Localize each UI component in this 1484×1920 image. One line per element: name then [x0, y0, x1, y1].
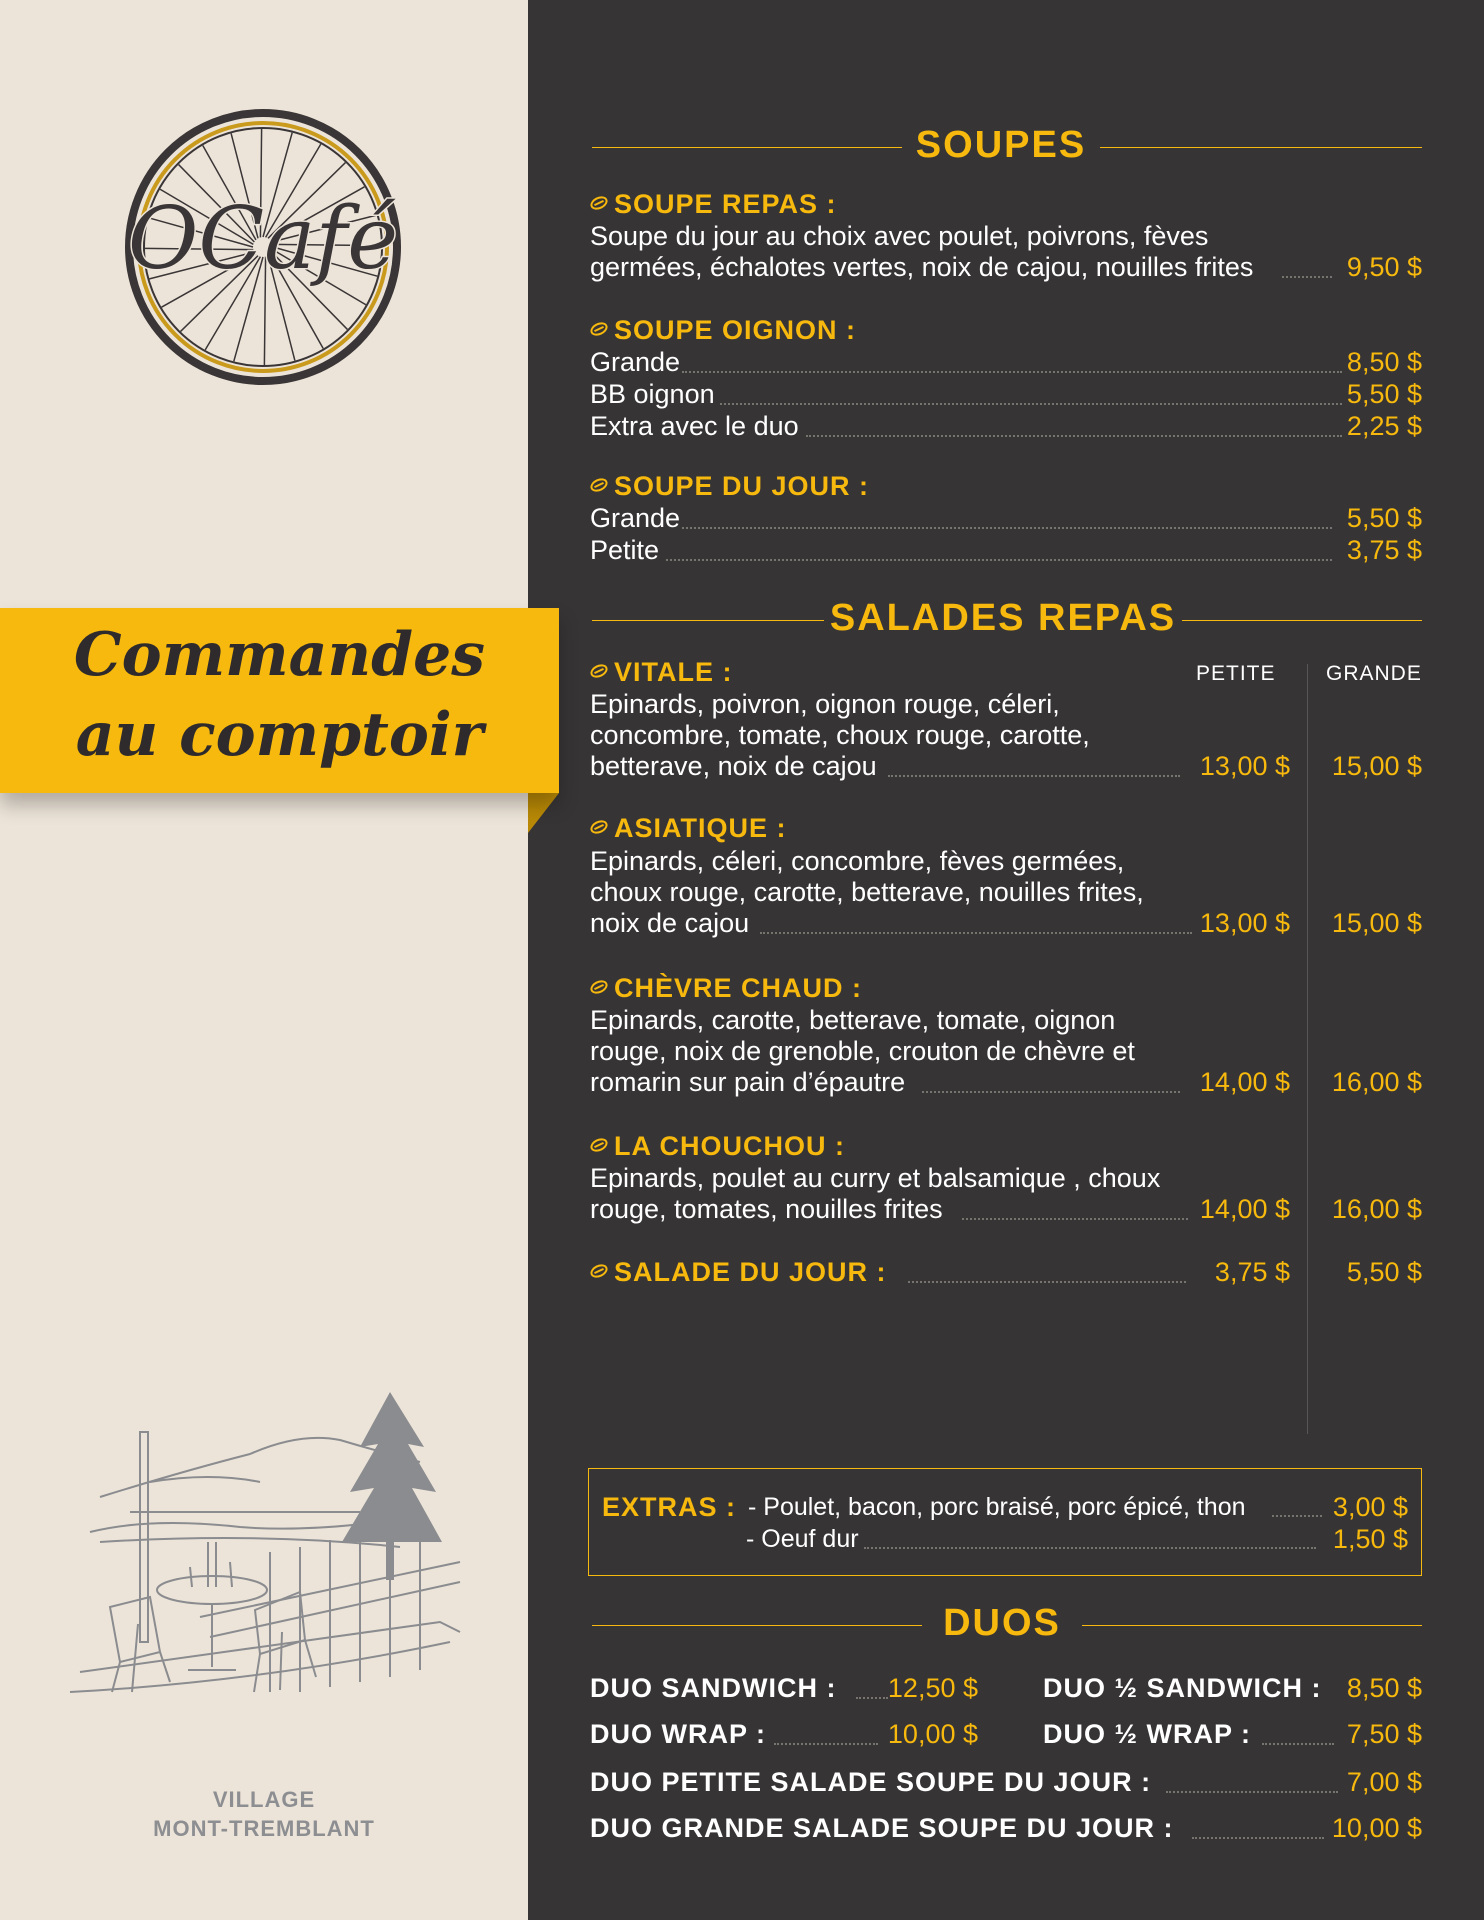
chouchou-desc-2: rouge, tomates, nouilles frites [590, 1194, 943, 1224]
vitale-desc-3: betterave, noix de cajou [590, 751, 877, 781]
duo-grande-salade-label: DUO GRANDE SALADE SOUPE DU JOUR : [590, 1813, 1174, 1843]
soupe-repas-desc-1: Soupe du jour au choix avec poulet, poivrons, fèves [590, 221, 1209, 251]
leaf-icon [588, 320, 609, 338]
leader-dots [922, 1091, 1180, 1093]
chevre-petite-price: 14,00 $ [1199, 1067, 1290, 1097]
duo-petite-salade-label: DUO PETITE SALADE SOUPE DU JOUR : [590, 1767, 1152, 1797]
leader-dots [760, 932, 1192, 934]
oignon-bb-label: BB oignon [590, 379, 715, 409]
leader-dots [908, 1281, 1186, 1283]
vitale-desc-1: Epinards, poivron, oignon rouge, céleri, [590, 689, 1060, 719]
vitale-grande-price: 15,00 $ [1331, 751, 1422, 781]
asiatique-desc-2: choux rouge, carotte, betterave, nouilles frites, [590, 877, 1144, 907]
banner-line-1: Commandes [73, 620, 486, 690]
section-rule [1182, 620, 1422, 621]
section-rule [1100, 147, 1422, 148]
ocafe-logo [124, 108, 402, 386]
duo-sandwich-price: 12,50 $ [887, 1673, 978, 1703]
oignon-bb-price: 5,50 $ [1346, 379, 1422, 409]
leader-dots [682, 527, 1332, 529]
leader-dots [720, 403, 1342, 405]
leaf-icon [588, 1262, 609, 1280]
asiatique-petite-price: 13,00 $ [1199, 908, 1290, 938]
leader-dots [666, 559, 1332, 561]
chouchou-petite-price: 14,00 $ [1199, 1194, 1290, 1224]
oignon-grande-label: Grande [590, 347, 681, 377]
section-rule [592, 620, 824, 621]
duo-petite-salade-price: 7,00 $ [1346, 1767, 1422, 1797]
leader-dots [888, 775, 1180, 777]
terrace-sketch [60, 1392, 470, 1724]
duo-wrap-price: 10,00 $ [887, 1719, 978, 1749]
leaf-icon [588, 818, 609, 836]
vitale-title: VITALE : [590, 656, 733, 688]
leader-dots [1192, 1837, 1324, 1839]
chevre-chaud-title: CHÈVRE CHAUD : [590, 972, 862, 1004]
oignon-grande-price: 8,50 $ [1346, 347, 1422, 377]
leader-dots [682, 371, 1342, 373]
leaf-icon [588, 978, 609, 996]
chevre-desc-1: Epinards, carotte, betterave, tomate, oignon [590, 1005, 1116, 1035]
section-rule [1082, 1625, 1422, 1626]
leaf-icon [588, 1136, 609, 1154]
asiatique-desc-3: noix de cajou [590, 908, 750, 938]
soupe-repas-desc-2: germées, échalotes vertes, noix de cajou, nouilles frites [590, 252, 1254, 282]
salade-jour-title: SALADE DU JOUR : [590, 1256, 887, 1288]
section-rule [592, 147, 902, 148]
leader-dots [864, 1547, 1316, 1549]
soupe-oignon-title: SOUPE OIGNON : [590, 314, 856, 346]
vitale-petite-price: 13,00 $ [1199, 751, 1290, 781]
extras-row-1-label: - Poulet, bacon, porc braisé, porc épicé, thon [748, 1493, 1246, 1521]
soupe-jour-title: SOUPE DU JOUR : [590, 470, 869, 502]
salades-title: SALADES REPAS [829, 597, 1177, 639]
extras-row-2-label: - Oeuf dur [746, 1525, 859, 1553]
leaf-icon [588, 476, 609, 494]
logo-text: OCafé [127, 189, 399, 289]
chouchou-desc-1: Epinards, poulet au curry et balsamique , choux [590, 1163, 1161, 1193]
jour-grande-label: Grande [590, 503, 681, 533]
leaf-icon [588, 662, 609, 680]
soupes-title: SOUPES [915, 124, 1087, 166]
duo-half-wrap-label: DUO ½ WRAP : [1043, 1719, 1252, 1749]
leader-dots [962, 1218, 1188, 1220]
duo-grande-salade-price: 10,00 $ [1331, 1813, 1422, 1843]
duos-title: DUOS [943, 1602, 1061, 1644]
leaf-icon [588, 194, 609, 212]
chouchou-title: LA CHOUCHOU : [590, 1130, 845, 1162]
duo-half-sandwich-price: 8,50 $ [1346, 1673, 1422, 1703]
banner-line-2: au comptoir [75, 700, 484, 770]
col-petite-header: PETITE [1196, 662, 1276, 685]
vitale-desc-2: concombre, tomate, choux rouge, carotte, [590, 720, 1090, 750]
chevre-desc-2: rouge, noix de grenoble, crouton de chèvre et [590, 1036, 1135, 1066]
jour-petite-label: Petite [590, 535, 660, 565]
jour-grande-price: 5,50 $ [1346, 503, 1422, 533]
section-rule [592, 1625, 922, 1626]
extras-row-1-price: 3,00 $ [1332, 1492, 1408, 1522]
extras-row-2-price: 1,50 $ [1332, 1524, 1408, 1554]
salade-jour-petite-price: 3,75 $ [1214, 1257, 1290, 1287]
oignon-extra-label: Extra avec le duo [590, 411, 799, 441]
asiatique-desc-1: Epinards, céleri, concombre, fèves germées, [590, 846, 1125, 876]
leader-dots [774, 1743, 878, 1745]
duo-sandwich-label: DUO SANDWICH : [590, 1673, 837, 1703]
extras-title: EXTRAS : [602, 1492, 737, 1522]
village-line: VILLAGE [212, 1787, 316, 1812]
chevre-desc-3: romarin sur pain d’épautre [590, 1067, 906, 1097]
chevre-grande-price: 16,00 $ [1331, 1067, 1422, 1097]
asiatique-title: ASIATIQUE : [590, 812, 787, 844]
duo-half-sandwich-label: DUO ½ SANDWICH : [1043, 1673, 1322, 1703]
leader-dots [806, 435, 1342, 437]
oignon-extra-price: 2,25 $ [1346, 411, 1422, 441]
col-grande-header: GRANDE [1326, 662, 1422, 685]
duo-half-wrap-price: 7,50 $ [1346, 1719, 1422, 1749]
soupe-repas-title: SOUPE REPAS : [590, 188, 837, 220]
mont-tremblant-line: MONT-TREMBLANT [153, 1816, 375, 1841]
asiatique-grande-price: 15,00 $ [1331, 908, 1422, 938]
column-divider [1307, 664, 1308, 1434]
soupe-repas-price: 9,50 $ [1346, 252, 1422, 282]
banner-fold [528, 793, 559, 833]
salade-jour-grande-price: 5,50 $ [1346, 1257, 1422, 1287]
jour-petite-price: 3,75 $ [1346, 535, 1422, 565]
chouchou-grande-price: 16,00 $ [1331, 1194, 1422, 1224]
duo-wrap-label: DUO WRAP : [590, 1719, 766, 1749]
